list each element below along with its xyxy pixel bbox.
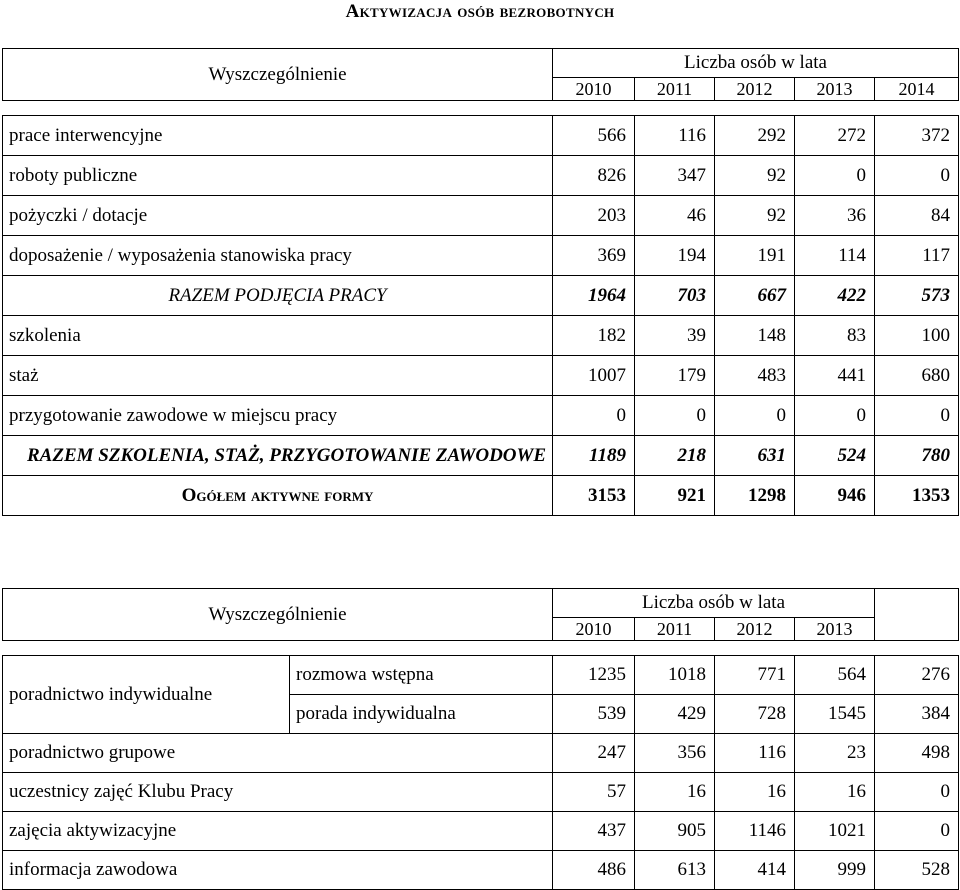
row-label: pożyczki / dotacje xyxy=(3,196,553,236)
table-row xyxy=(3,316,959,356)
cell-value: 116 xyxy=(715,734,795,773)
group-label: poradnictwo indywidualne xyxy=(3,656,290,734)
subtotal-row xyxy=(3,436,959,476)
year-header: 2011 xyxy=(635,618,715,641)
row-label: szkolenia xyxy=(3,316,553,356)
year-header: 2010 xyxy=(553,618,635,641)
row-label: rozmowa wstępna xyxy=(290,656,553,695)
year-header: 2013 xyxy=(795,618,875,641)
cell-value: 16 xyxy=(795,773,875,812)
cell-value: 429 xyxy=(635,695,715,734)
cell-value: 100 xyxy=(875,316,959,356)
table-row xyxy=(3,156,959,196)
row-label: uczestnicy zajęć Klubu Pracy xyxy=(3,773,553,812)
row-label: prace interwencyjne xyxy=(3,116,553,156)
cell-value: 0 xyxy=(875,773,959,812)
cell-value: 46 xyxy=(635,196,715,236)
cell-value: 272 xyxy=(795,116,875,156)
cell-value: 524 xyxy=(795,436,875,476)
cell-value: 0 xyxy=(795,396,875,436)
cell-value: 114 xyxy=(795,236,875,276)
table-row xyxy=(3,116,959,156)
counseling-table xyxy=(2,588,959,890)
empty-header-cell xyxy=(875,589,959,641)
activation-table xyxy=(2,48,959,516)
cell-value: 0 xyxy=(553,396,635,436)
cell-value: 422 xyxy=(795,276,875,316)
cell-value: 92 xyxy=(715,156,795,196)
year-header: 2010 xyxy=(553,78,635,101)
cell-value: 218 xyxy=(635,436,715,476)
cell-value: 1007 xyxy=(553,356,635,396)
cell-value: 0 xyxy=(715,396,795,436)
cell-value: 179 xyxy=(635,356,715,396)
cell-value: 946 xyxy=(795,476,875,516)
row-label: roboty publiczne xyxy=(3,156,553,196)
cell-value: 276 xyxy=(875,656,959,695)
separator-row xyxy=(3,641,959,656)
row-label: informacja zawodowa xyxy=(3,851,553,890)
cell-value: 826 xyxy=(553,156,635,196)
cell-value: 247 xyxy=(553,734,635,773)
cell-value: 384 xyxy=(875,695,959,734)
cell-value: 1146 xyxy=(715,812,795,851)
cell-value: 1545 xyxy=(795,695,875,734)
cell-value: 0 xyxy=(875,156,959,196)
row-label: staż xyxy=(3,356,553,396)
subtotal-label: RAZEM SZKOLENIA, STAŻ, PRZYGOTOWANIE ZAWODOWE xyxy=(3,436,553,476)
year-header: 2014 xyxy=(875,78,959,101)
cell-value: 573 xyxy=(875,276,959,316)
cell-value: 194 xyxy=(635,236,715,276)
cell-value: 1189 xyxy=(553,436,635,476)
cell-value: 667 xyxy=(715,276,795,316)
cell-value: 703 xyxy=(635,276,715,316)
cell-value: 292 xyxy=(715,116,795,156)
cell-value: 680 xyxy=(875,356,959,396)
cell-value: 441 xyxy=(795,356,875,396)
cell-value: 369 xyxy=(553,236,635,276)
row-label: zajęcia aktywizacyjne xyxy=(3,812,553,851)
cell-value: 0 xyxy=(795,156,875,196)
total-label: Ogółem aktywne formy xyxy=(3,476,553,516)
row-label: poradnictwo grupowe xyxy=(3,734,553,773)
table-row xyxy=(3,196,959,236)
cell-value: 57 xyxy=(553,773,635,812)
cell-value: 356 xyxy=(635,734,715,773)
cell-value: 39 xyxy=(635,316,715,356)
cell-value: 1235 xyxy=(553,656,635,695)
table-row xyxy=(3,773,959,812)
subtotal-row xyxy=(3,276,959,316)
year-header: 2012 xyxy=(715,78,795,101)
table-row xyxy=(3,734,959,773)
cell-value: 83 xyxy=(795,316,875,356)
cell-value: 148 xyxy=(715,316,795,356)
cell-value: 0 xyxy=(635,396,715,436)
row-label: przygotowanie zawodowe w miejscu pracy xyxy=(3,396,553,436)
cell-value: 36 xyxy=(795,196,875,236)
cell-value: 16 xyxy=(715,773,795,812)
header-group: Liczba osób w lata xyxy=(553,589,875,618)
year-header: 2011 xyxy=(635,78,715,101)
cell-value: 1018 xyxy=(635,656,715,695)
row-label: porada indywidualna xyxy=(290,695,553,734)
table-row xyxy=(3,236,959,276)
cell-value: 182 xyxy=(553,316,635,356)
header-label: Wyszczególnienie xyxy=(3,49,553,101)
cell-value: 0 xyxy=(875,396,959,436)
cell-value: 84 xyxy=(875,196,959,236)
cell-value: 728 xyxy=(715,695,795,734)
cell-value: 483 xyxy=(715,356,795,396)
year-header: 2013 xyxy=(795,78,875,101)
cell-value: 117 xyxy=(875,236,959,276)
table-row xyxy=(3,656,959,695)
cell-value: 613 xyxy=(635,851,715,890)
table-row xyxy=(3,356,959,396)
row-label: doposażenie / wyposażenia stanowiska pracy xyxy=(3,236,553,276)
table-row xyxy=(3,396,959,436)
total-row xyxy=(3,476,959,516)
cell-value: 1298 xyxy=(715,476,795,516)
cell-value: 347 xyxy=(635,156,715,196)
cell-value: 372 xyxy=(875,116,959,156)
cell-value: 92 xyxy=(715,196,795,236)
cell-value: 1353 xyxy=(875,476,959,516)
cell-value: 486 xyxy=(553,851,635,890)
cell-value: 191 xyxy=(715,236,795,276)
cell-value: 631 xyxy=(715,436,795,476)
header-group: Liczba osób w lata xyxy=(553,49,959,78)
year-header: 2012 xyxy=(715,618,795,641)
cell-value: 414 xyxy=(715,851,795,890)
cell-value: 1964 xyxy=(553,276,635,316)
cell-value: 23 xyxy=(795,734,875,773)
cell-value: 905 xyxy=(635,812,715,851)
cell-value: 999 xyxy=(795,851,875,890)
cell-value: 539 xyxy=(553,695,635,734)
cell-value: 437 xyxy=(553,812,635,851)
cell-value: 3153 xyxy=(553,476,635,516)
subtotal-label: RAZEM PODJĘCIA PRACY xyxy=(3,276,553,316)
cell-value: 921 xyxy=(635,476,715,516)
cell-value: 16 xyxy=(635,773,715,812)
header-label: Wyszczególnienie xyxy=(3,589,553,641)
cell-value: 780 xyxy=(875,436,959,476)
cell-value: 564 xyxy=(795,656,875,695)
page-title: Aktywizacja osób bezrobotnych xyxy=(345,1,615,22)
cell-value: 528 xyxy=(875,851,959,890)
cell-value: 566 xyxy=(553,116,635,156)
cell-value: 1021 xyxy=(795,812,875,851)
separator-row xyxy=(3,101,959,116)
cell-value: 771 xyxy=(715,656,795,695)
cell-value: 0 xyxy=(875,812,959,851)
cell-value: 498 xyxy=(875,734,959,773)
table-row xyxy=(3,812,959,851)
table-row xyxy=(3,851,959,890)
cell-value: 116 xyxy=(635,116,715,156)
cell-value: 203 xyxy=(553,196,635,236)
